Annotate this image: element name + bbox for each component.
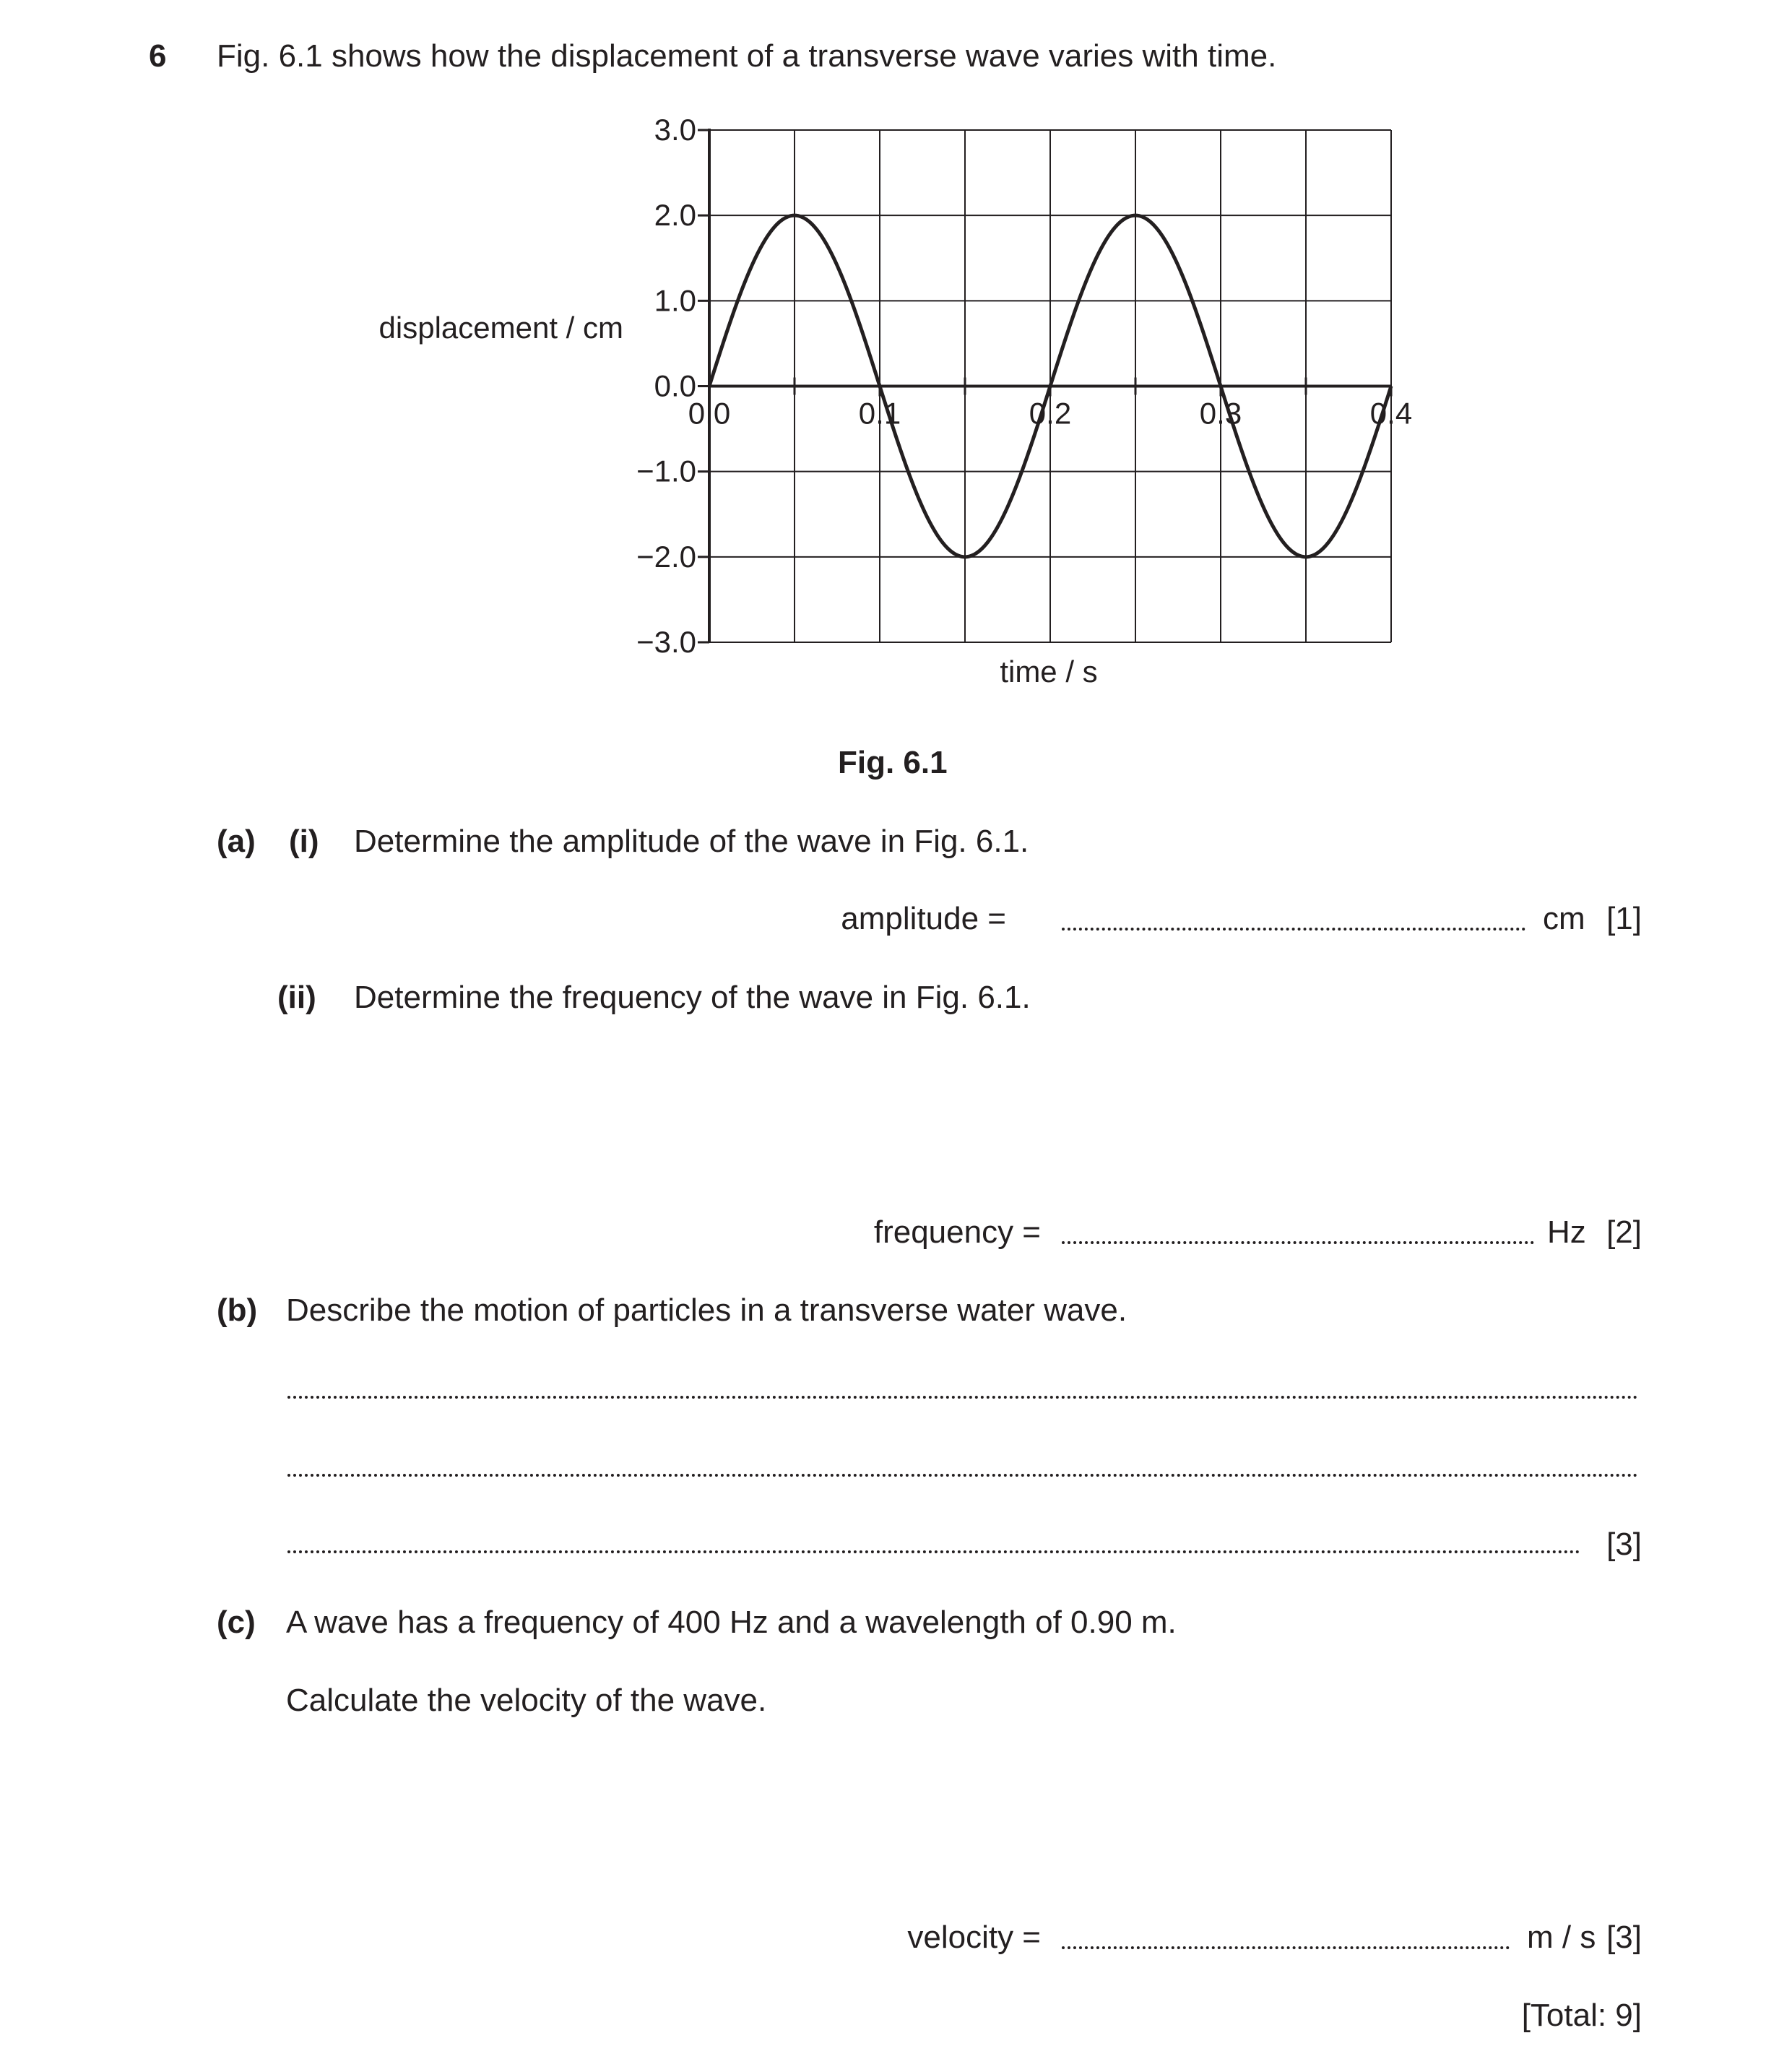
velocity-marks: [3]	[1606, 1920, 1642, 1955]
x-tick-label: 0.3	[1199, 396, 1242, 431]
frequency-answer-line[interactable]	[1062, 1241, 1534, 1244]
y-tick-label: 3.0	[654, 113, 696, 147]
frequency-answer-label: frequency =	[873, 1214, 1041, 1250]
question-intro: Fig. 6.1 shows how the displacement of a transverse wave varies with time.	[217, 38, 1277, 74]
amplitude-answer-label: amplitude =	[841, 901, 1006, 936]
y-tick-label: 2.0	[654, 198, 696, 233]
part-b-text: Describe the motion of particles in a transverse water wave.	[286, 1292, 1127, 1328]
y-tick-label: 1.0	[654, 283, 696, 318]
velocity-unit: m / s	[1527, 1920, 1596, 1955]
y-tick-label: −3.0	[636, 625, 696, 659]
amplitude-answer-line[interactable]	[1062, 928, 1525, 931]
part-b-answer-line-2[interactable]	[287, 1474, 1638, 1477]
question-number: 6	[149, 38, 167, 74]
velocity-answer-label: velocity =	[907, 1920, 1041, 1955]
part-b-answer-line-3[interactable]	[287, 1550, 1580, 1553]
part-a-i-text: Determine the amplitude of the wave in Fig. 6.1.	[354, 824, 1029, 859]
part-a-label: (a)	[217, 824, 256, 859]
y-tick-label: −1.0	[636, 454, 696, 488]
x-tick-label: 0.4	[1369, 396, 1413, 431]
part-a-ii-text: Determine the frequency of the wave in Fig. 6.1.	[354, 980, 1031, 1015]
x-tick-label: 0.2	[1029, 396, 1072, 431]
graph-axes	[698, 129, 1391, 642]
part-a-i-label: (i)	[289, 824, 319, 859]
frequency-unit: Hz	[1547, 1214, 1586, 1250]
amplitude-unit: cm	[1543, 901, 1585, 936]
part-b-marks: [3]	[1606, 1527, 1642, 1562]
x-axis-label: time / s	[1000, 655, 1098, 688]
figure-caption: Fig. 6.1	[838, 745, 948, 780]
part-c-instruction: Calculate the velocity of the wave.	[286, 1683, 767, 1718]
velocity-answer-line[interactable]	[1062, 1946, 1510, 1949]
amplitude-marks: [1]	[1606, 901, 1642, 936]
part-c-text: A wave has a frequency of 400 Hz and a wavelength of 0.90 m.	[286, 1605, 1177, 1640]
total-marks: [Total: 9]	[1521, 1998, 1642, 2033]
part-b-label: (b)	[217, 1292, 258, 1328]
y-axis-label: displacement / cm	[378, 311, 623, 345]
y-tick-label: 0.0	[654, 368, 696, 403]
part-b-answer-line-1[interactable]	[287, 1396, 1638, 1399]
frequency-marks: [2]	[1606, 1214, 1642, 1250]
x-tick-label: 0.0	[688, 396, 731, 431]
y-tick-label: −2.0	[636, 539, 696, 574]
part-c-label: (c)	[217, 1605, 256, 1640]
x-tick-label: 0.1	[858, 396, 901, 431]
displacement-time-graph	[0, 0, 1792, 722]
part-a-ii-label: (ii)	[277, 980, 316, 1015]
